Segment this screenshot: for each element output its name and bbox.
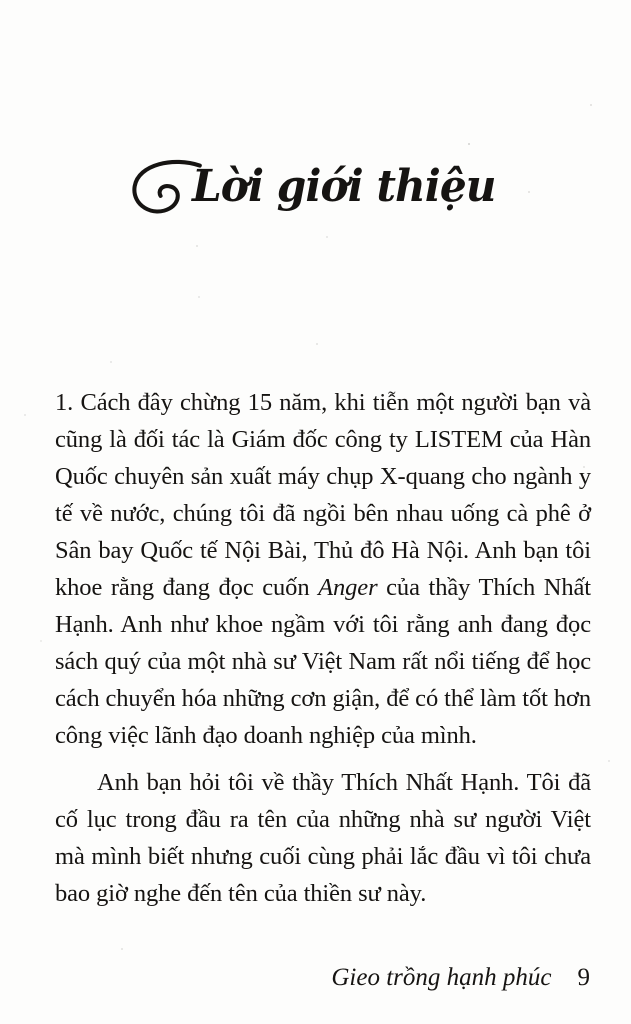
paragraph-1	[55, 384, 591, 754]
calligraphic-swash-icon	[128, 158, 202, 222]
page-footer	[331, 963, 590, 993]
body-text-block	[55, 384, 591, 912]
chapter-title	[128, 152, 508, 222]
chapter-title-text: Lời giới thiệu	[192, 161, 496, 212]
paragraph-1-text-end: của thầy Thích Nhất Hạnh. Anh như khoe ngầm với tôi rằng anh đang đọc sách quý của một nhà sư Việt Nam rất nổi tiếng để học cách chuyển hóa những cơn giận, để có thể làm tốt hơn công việc lãnh đạo doanh nghiệp của mình.	[55, 574, 591, 749]
paragraph-1-italic-book-name: Anger	[318, 574, 378, 601]
scan-noise-specks	[0, 0, 2, 2]
paragraph-2: Anh bạn hỏi tôi về thầy Thích Nhất Hạnh. Tôi đã cố lục trong đầu ra tên của những nhà sư người Việt mà mình biết nhưng cuối cùng phải lắc đầu vì tôi chưa bao giờ nghe đến tên của thiền sư này.	[55, 769, 591, 907]
footer-book-title: Gieo trồng hạnh phúc	[331, 964, 552, 991]
footer-page-number: 9	[577, 964, 590, 991]
paragraph-1-text-start: 1. Cách đây chừng 15 năm, khi tiễn một người bạn và cũng là đối tác là Giám đốc công ty LISTEM của Hàn Quốc chuyên sản xuất máy chụp X-quang cho ngành y tế về nước, chúng tôi đã ngồi bên nhau uống cà phê ở Sân bay Quốc tế Nội Bài, Thủ đô Hà Nội. Anh bạn tôi khoe rằng đang đọc cuốn	[55, 389, 591, 601]
